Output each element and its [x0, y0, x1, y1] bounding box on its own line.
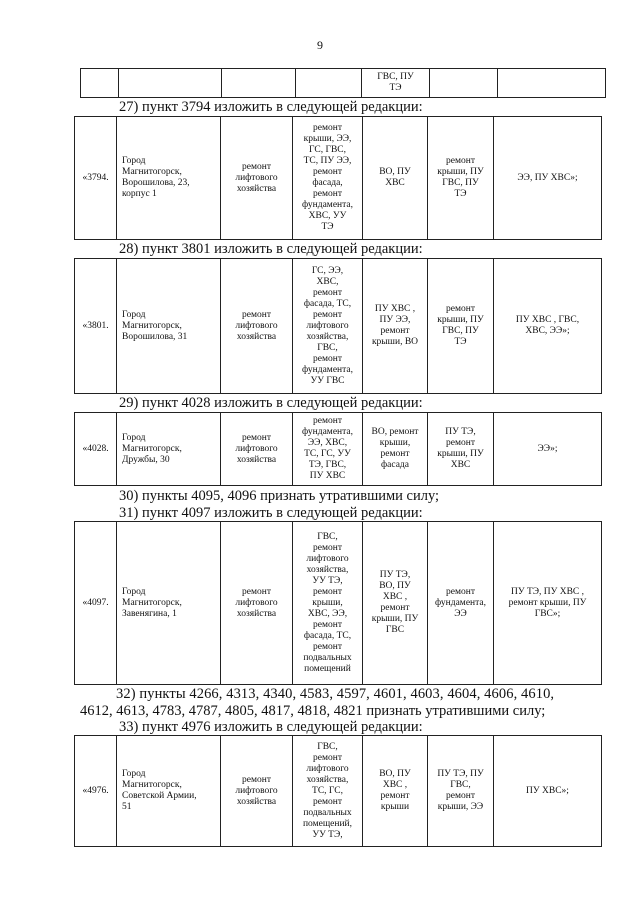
- paragraph-29: 29) пункт 4028 изложить в следующей редакции:: [119, 395, 423, 411]
- cell-col6: ремонт крыши, ПУ ГВС, ПУ ТЭ: [428, 259, 494, 394]
- cell-col5: ГВС, ПУ ТЭ: [362, 69, 430, 98]
- cell-col4: ремонт фундамента, ЭЭ, ХВС, ТС, ГС, УУ ТЭ, ГВС, ПУ ХВС: [293, 413, 363, 486]
- cell-work: ремонт лифтового хозяйства: [221, 736, 293, 847]
- cell-col4: ГВС, ремонт лифтового хозяйства, УУ ТЭ, ремонт крыши, ХВС, ЭЭ, ремонт фасада, ТС, ремонт подвальных помещений: [293, 522, 363, 685]
- paragraph-33: 33) пункт 4976 изложить в следующей редакции:: [119, 719, 423, 735]
- paragraph-32-line-2: 4612, 4613, 4783, 4787, 4805, 4817, 4818, 4821 признать утратившими силу;: [80, 703, 546, 719]
- table-row: [75, 522, 602, 685]
- cell-number: [81, 69, 119, 98]
- paragraph-32-line-1: 32) пункты 4266, 4313, 4340, 4583, 4597, 4601, 4603, 4604, 4606, 4610,: [116, 686, 555, 702]
- cell-col5: ВО, ПУ ХВС: [363, 117, 428, 240]
- cell-col5: ПУ ХВС , ПУ ЭЭ, ремонт крыши, ВО: [363, 259, 428, 394]
- cell-col7: [498, 69, 606, 98]
- table-row: [75, 259, 602, 394]
- cell-col6: [430, 69, 498, 98]
- cell-col6: ПУ ТЭ, ремонт крыши, ПУ ХВС: [428, 413, 494, 486]
- cell-col5: ВО, ПУ ХВС , ремонт крыши: [363, 736, 428, 847]
- cell-number: «3794.: [75, 117, 117, 240]
- cell-address: Город Магнитогорск, Дружбы, 30: [117, 413, 221, 486]
- cell-col5: ВО, ремонт крыши, ремонт фасада: [363, 413, 428, 486]
- cell-col7: ЭЭ, ПУ ХВС»;: [494, 117, 602, 240]
- table-row: [75, 736, 602, 847]
- paragraph-28: 28) пункт 3801 изложить в следующей редакции:: [119, 241, 423, 257]
- table-row: [81, 69, 606, 98]
- cell-address: Город Магнитогорск, Ворошилова, 23, корпус 1: [117, 117, 221, 240]
- paragraph-31: 31) пункт 4097 изложить в следующей редакции:: [119, 505, 423, 521]
- cell-col6: ремонт фундамента, ЭЭ: [428, 522, 494, 685]
- cell-work: ремонт лифтового хозяйства: [221, 259, 293, 394]
- cell-address: [119, 69, 222, 98]
- cell-col4: [296, 69, 362, 98]
- page-number: 9: [317, 38, 323, 52]
- cell-col7: ЭЭ»;: [494, 413, 602, 486]
- table-item-3801: [74, 258, 602, 394]
- cell-number: «4028.: [75, 413, 117, 486]
- table-item-3794: [74, 116, 602, 240]
- cell-col7: ПУ ТЭ, ПУ ХВС , ремонт крыши, ПУ ГВС»;: [494, 522, 602, 685]
- cell-number: «4097.: [75, 522, 117, 685]
- table-fragment-top: [80, 68, 606, 98]
- cell-work: ремонт лифтового хозяйства: [221, 522, 293, 685]
- cell-col7: ПУ ХВС»;: [494, 736, 602, 847]
- cell-col4: ГВС, ремонт лифтового хозяйства, ТС, ГС, ремонт подвальных помещений, УУ ТЭ,: [293, 736, 363, 847]
- cell-col7: ПУ ХВС , ГВС, ХВС, ЭЭ»;: [494, 259, 602, 394]
- cell-col4: ГС, ЭЭ, ХВС, ремонт фасада, ТС, ремонт лифтового хозяйства, ГВС, ремонт фундамента, УУ ГВС: [293, 259, 363, 394]
- cell-col4: ремонт крыши, ЭЭ, ГС, ГВС, ТС, ПУ ЭЭ, ремонт фасада, ремонт фундамента, ХВС, УУ ТЭ: [293, 117, 363, 240]
- cell-address: Город Магнитогорск, Завенягина, 1: [117, 522, 221, 685]
- cell-work: ремонт лифтового хозяйства: [221, 413, 293, 486]
- table-row: [75, 413, 602, 486]
- paragraph-30: 30) пункты 4095, 4096 признать утратившими силу;: [119, 488, 440, 504]
- cell-col6: ПУ ТЭ, ПУ ГВС, ремонт крыши, ЭЭ: [428, 736, 494, 847]
- cell-address: Город Магнитогорск, Советской Армии, 51: [117, 736, 221, 847]
- cell-work: ремонт лифтового хозяйства: [221, 117, 293, 240]
- cell-work: [222, 69, 296, 98]
- table-item-4097: [74, 521, 602, 685]
- cell-col6: ремонт крыши, ПУ ГВС, ПУ ТЭ: [428, 117, 494, 240]
- table-item-4028: [74, 412, 602, 486]
- cell-number: «3801.: [75, 259, 117, 394]
- table-item-4976: [74, 735, 602, 847]
- paragraph-27: 27) пункт 3794 изложить в следующей редакции:: [119, 99, 423, 115]
- cell-address: Город Магнитогорск, Ворошилова, 31: [117, 259, 221, 394]
- table-row: [75, 117, 602, 240]
- cell-number: «4976.: [75, 736, 117, 847]
- cell-col5: ПУ ТЭ, ВО, ПУ ХВС , ремонт крыши, ПУ ГВС: [363, 522, 428, 685]
